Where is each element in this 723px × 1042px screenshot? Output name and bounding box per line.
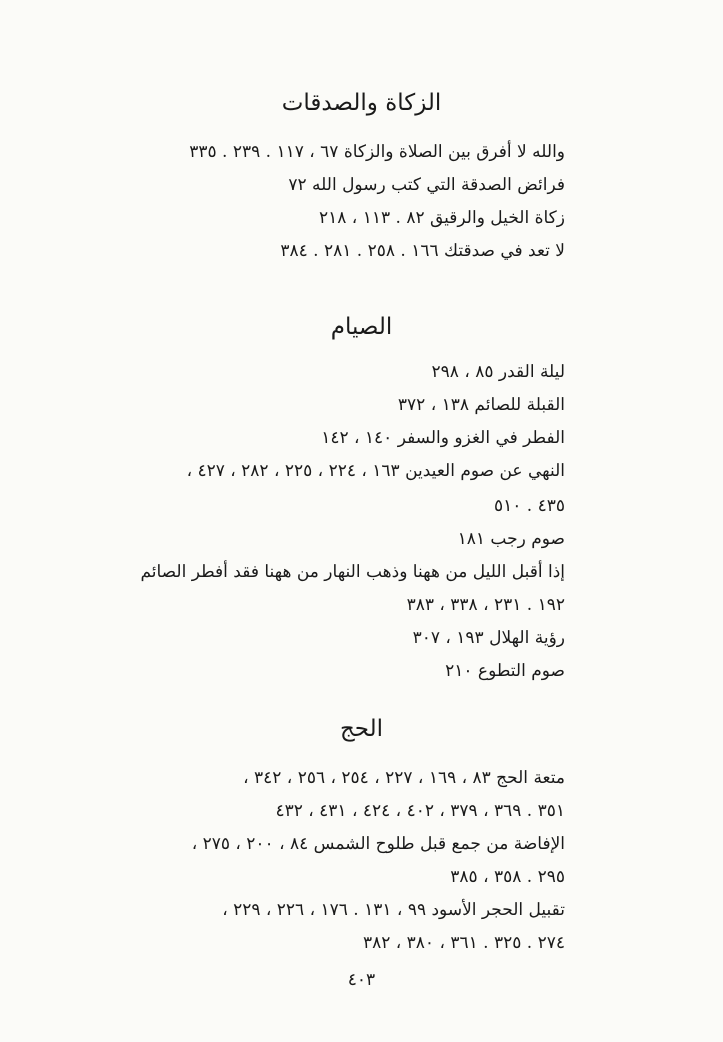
index-line: إذا أقبل الليل من ههنا وذهب النهار من ههنا فقد أفطر الصائم [140, 562, 565, 582]
section-title-fasting: الصيام [330, 314, 393, 340]
index-line: لا تعد في صدقتك ١٦٦ . ٢٥٨ . ٢٨١ . ٣٨٤ [280, 241, 565, 261]
index-line: الإفاضة من جمع قبل طلوح الشمس ٨٤ ، ٢٠٠ ، ٢٧٥ ، [191, 834, 565, 854]
index-line: زكاة الخيل والرقيق ٨٢ . ١١٣ ، ٢١٨ [318, 208, 565, 228]
index-line-continuation: ٣٥١ . ٣٦٩ ، ٣٧٩ ، ٤٠٢ ، ٤٢٤ ، ٤٣١ ، ٤٣٢ [275, 801, 565, 821]
index-line: والله لا أفرق بين الصلاة والزكاة ٦٧ ، ١١٧ . ٢٣٩ . ٣٣٥ [189, 142, 565, 162]
index-line: متعة الحج ٨٣ ، ١٦٩ ، ٢٢٧ ، ٢٥٤ ، ٢٥٦ ، ٣٤٢ ، [243, 768, 565, 788]
index-line: صوم التطوع ٢١٠ [445, 661, 565, 681]
index-line: تقبيل الحجر الأسود ٩٩ ، ١٣١ . ١٧٦ ، ٢٢٦ ، ٢٢٩ ، [222, 900, 565, 920]
index-line: الفطر في الغزو والسفر ١٤٠ ، ١٤٢ [321, 428, 565, 448]
section-title-zakat: الزكاة والصدقات [281, 90, 442, 116]
index-line: النهي عن صوم العيدين ١٦٣ ، ٢٢٤ ، ٢٢٥ ، ٢٨٢ ، ٤٢٧ ، [186, 461, 565, 481]
section-title-hajj: الحج [339, 716, 384, 742]
index-line-continuation: ٤٣٥ . ٥١٠ [493, 496, 565, 516]
page-number: ٤٠٣ [347, 970, 376, 990]
index-line-continuation: ٢٧٤ . ٣٢٥ . ٣٦١ ، ٣٨٠ ، ٣٨٢ [362, 933, 565, 953]
index-line: القبلة للصائم ١٣٨ ، ٣٧٢ [397, 395, 565, 415]
index-line: رؤية الهلال ١٩٣ ، ٣٠٧ [412, 628, 565, 648]
index-line: ليلة القدر ٨٥ ، ٢٩٨ [431, 362, 565, 382]
index-line-continuation: ٢٩٥ . ٣٥٨ ، ٣٨٥ [450, 867, 565, 887]
index-line-continuation: ١٩٢ . ٢٣١ ، ٣٣٨ ، ٣٨٣ [406, 595, 565, 615]
index-line: فرائض الصدقة التي كتب رسول الله ٧٢ [288, 175, 565, 195]
index-line: صوم رجب ١٨١ [457, 529, 565, 549]
